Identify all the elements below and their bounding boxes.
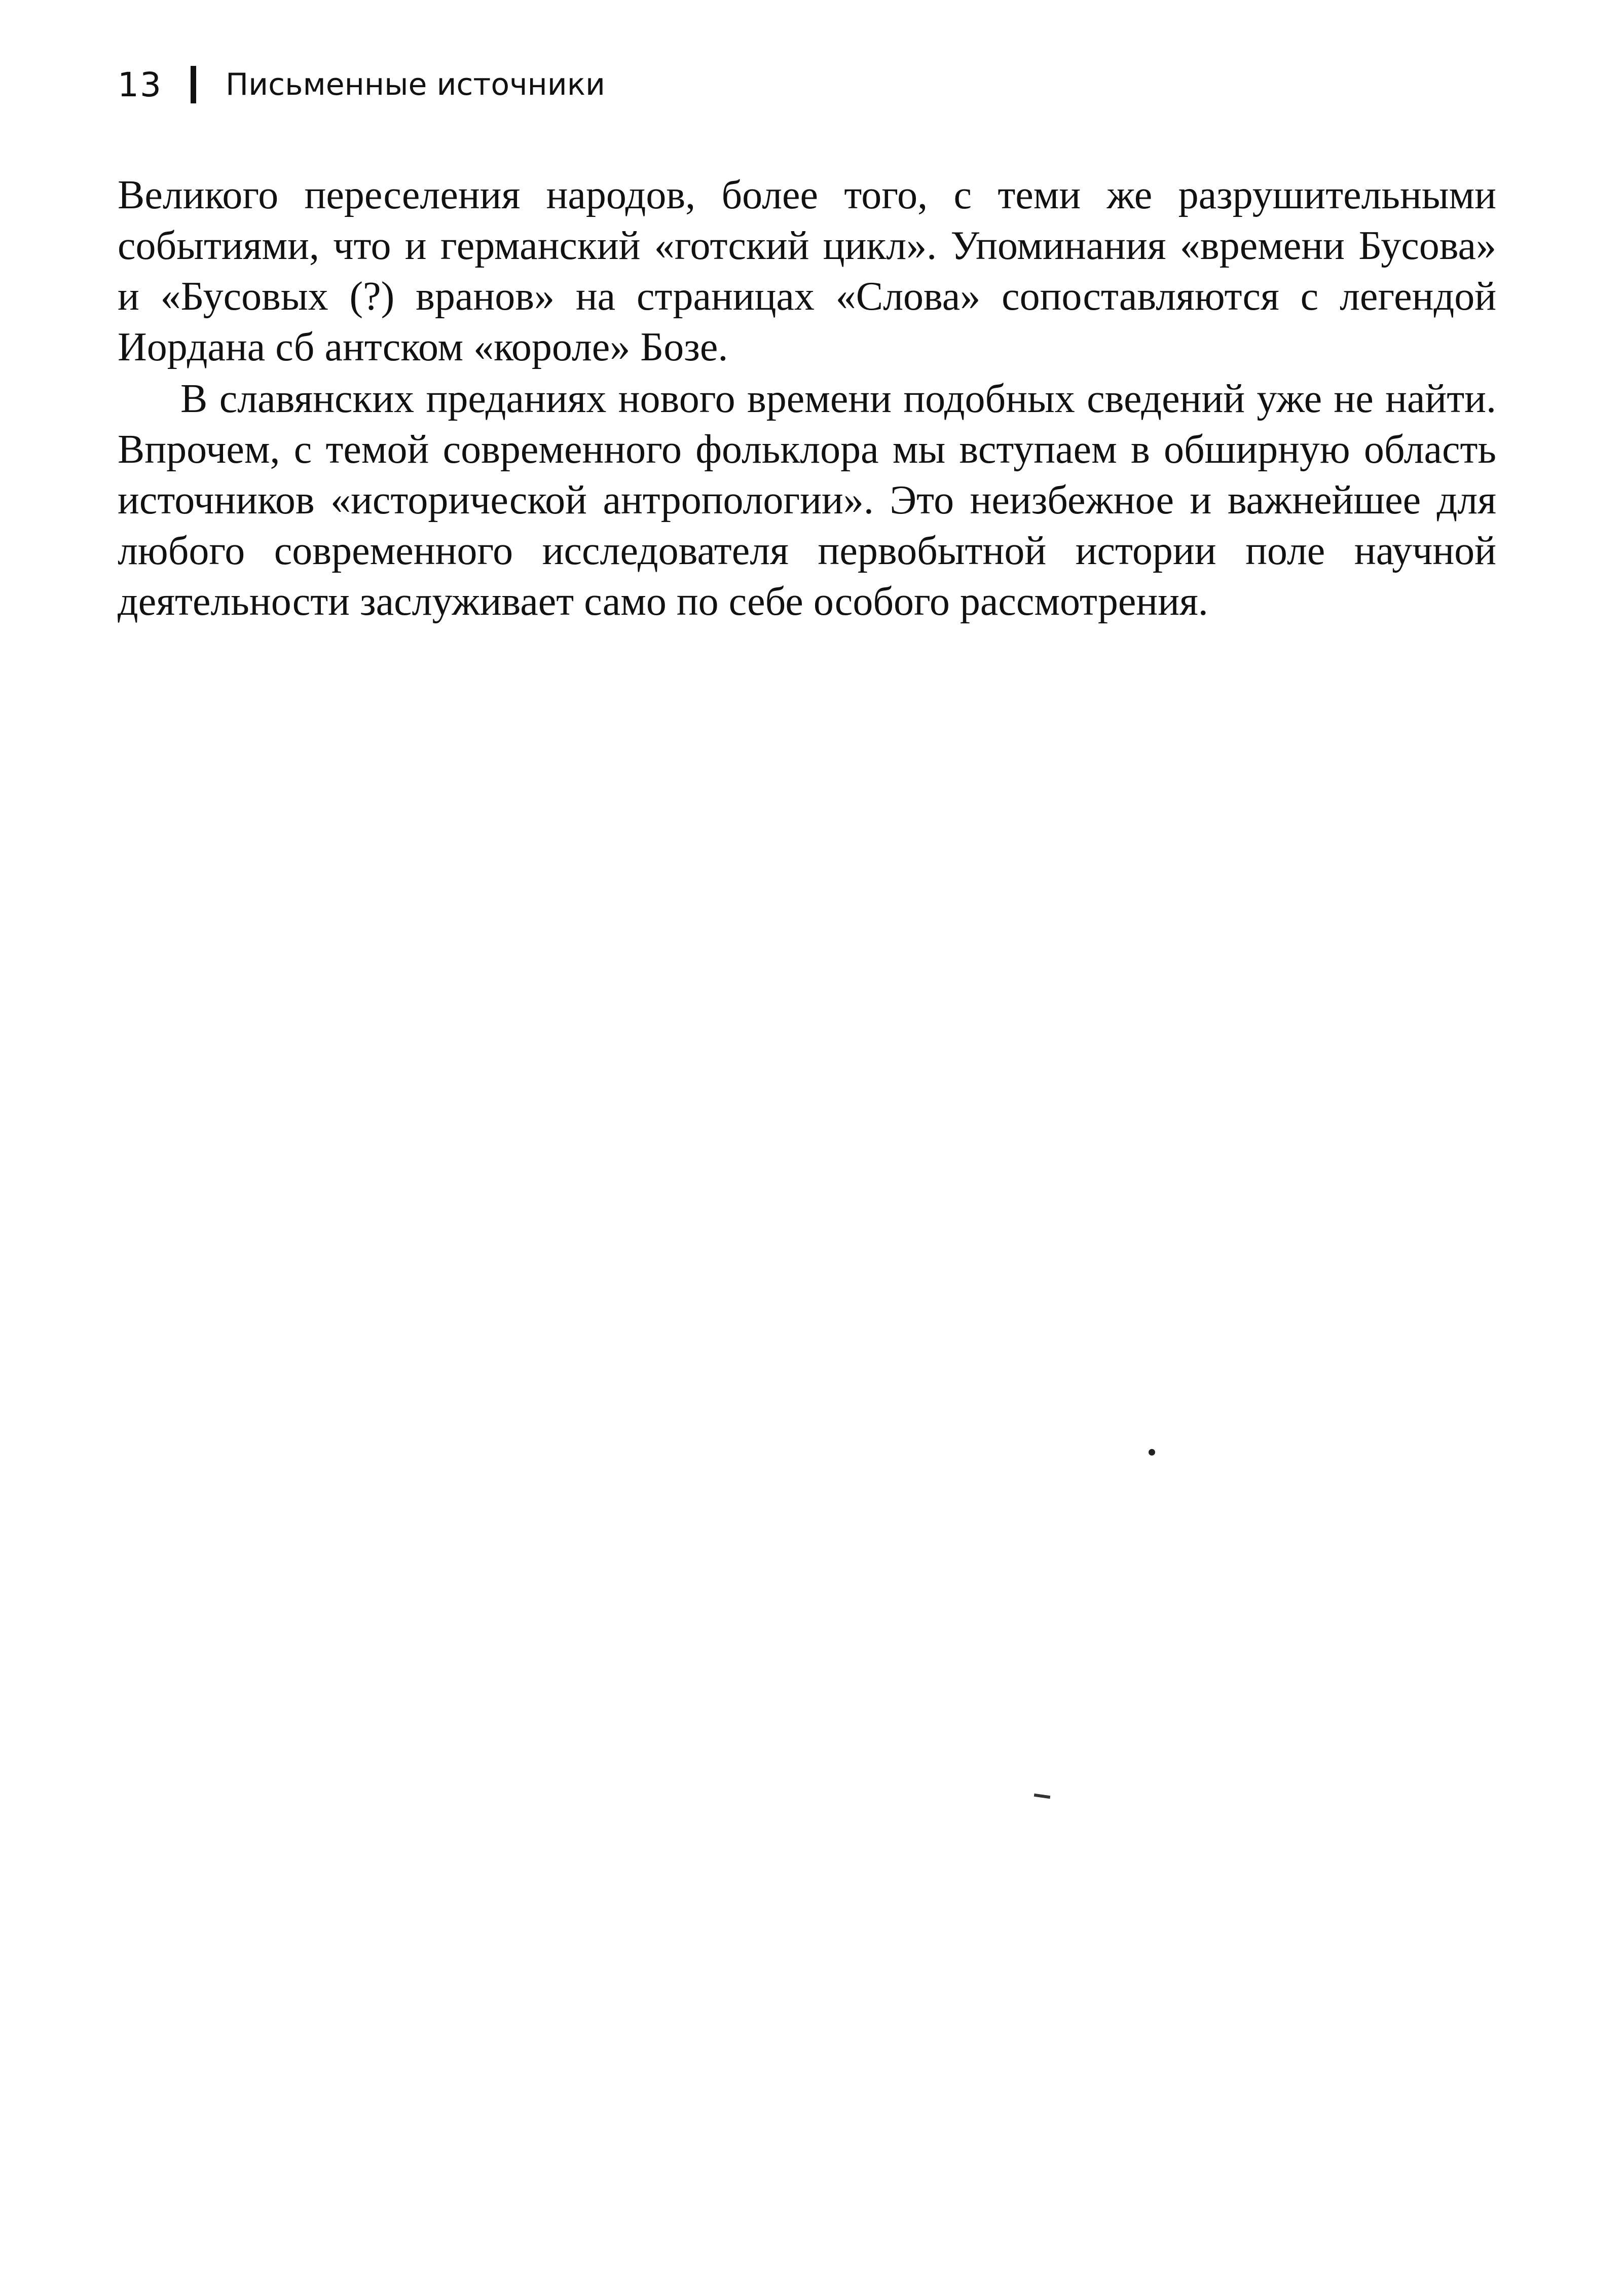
header-divider	[191, 66, 196, 103]
section-title: Письменные источники	[225, 67, 605, 102]
running-head	[118, 57, 605, 113]
paragraph: В славянских преданиях нового времени подобных сведений уже не найти. Впрочем, с темой современного фольклора мы вступаем в обширную область источников «исторической антропологии». Это неизбежное и важнейшее для любого современного исследователя первобытной истории поле научной деятельности заслуживает само по себе особого рассмотрения.	[118, 377, 1496, 624]
scan-speck	[1149, 1449, 1155, 1456]
body-text	[118, 170, 1496, 627]
scan-speck	[1034, 1794, 1051, 1799]
page-number: 13	[118, 65, 162, 104]
paragraph-continued: Великого переселения народов, более того, с теми же разрушительными событиями, что и германский «готский цикл». Упоминания «времени Бусова» и «Бусовых (?) вранов» на страницах «Слова» сопоставляются с легендой Иордана сб антском «короле» Бозе.	[118, 173, 1496, 369]
